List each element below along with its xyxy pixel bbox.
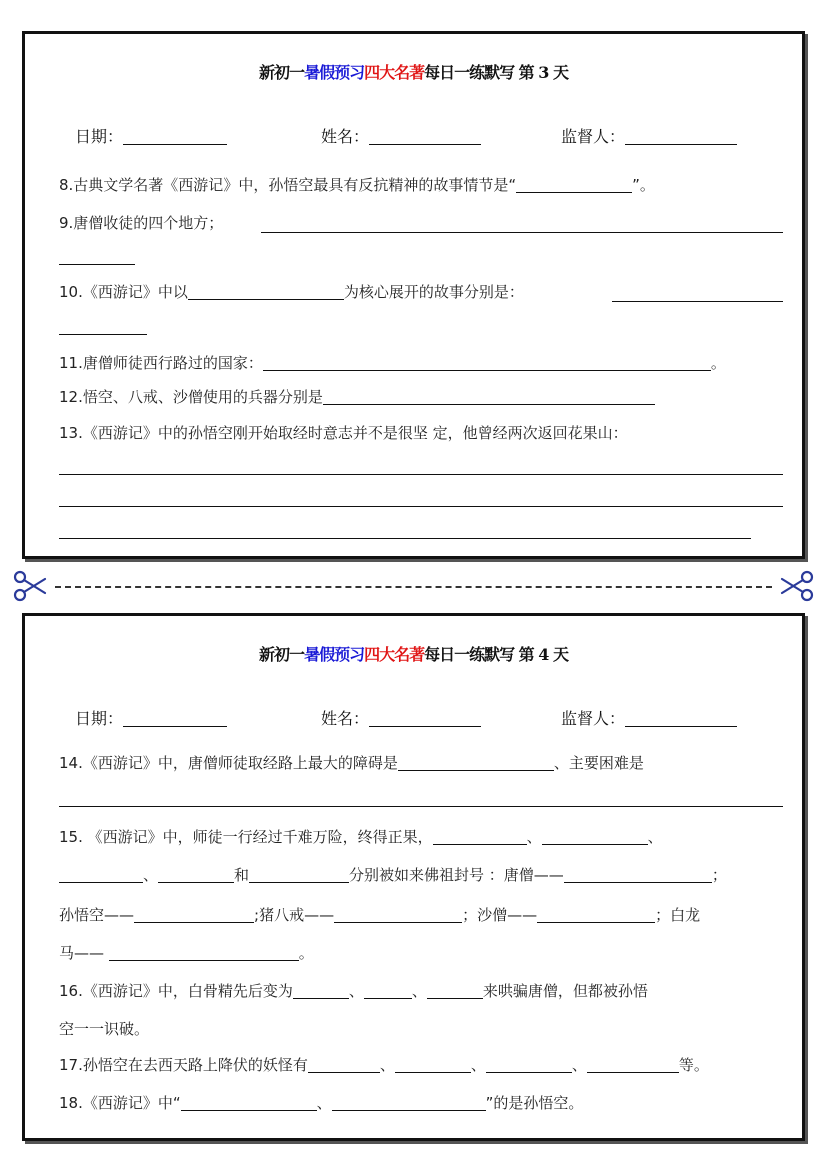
question-text: 。 [710, 354, 726, 372]
answer-blank[interactable] [249, 866, 349, 883]
question-text: 为核心展开的故事分别是： [343, 283, 524, 301]
answer-blank[interactable] [134, 906, 254, 923]
answer-line[interactable] [59, 806, 783, 807]
question-text: 11.唐僧师徒西行路过的国家： [59, 354, 263, 372]
answer-blank[interactable] [323, 388, 655, 405]
separator: 、 [470, 1056, 486, 1074]
title-highlight-blue: 暑假预习 [304, 63, 365, 82]
question-text: 。 [298, 944, 314, 962]
date-blank[interactable] [123, 710, 227, 727]
name-field [321, 124, 481, 147]
question-15 [59, 826, 663, 847]
answer-blank[interactable] [334, 906, 462, 923]
answer-blank[interactable] [158, 866, 234, 883]
separator: 、 [526, 828, 542, 846]
question-text: 马—— [59, 944, 105, 962]
question-text: 、主要困难是 [553, 754, 644, 772]
answer-blank[interactable] [59, 264, 135, 265]
answer-line[interactable] [59, 474, 783, 475]
cut-line [55, 586, 772, 588]
question-text: 13.《西游记》中的孙悟空刚开始取经时意志并不是很坚 定，他曾经两次返回花果山： [59, 424, 628, 442]
question-17 [59, 1054, 709, 1075]
question-text: ；沙僧—— [462, 906, 538, 924]
question-9 [59, 212, 223, 233]
answer-blank[interactable] [486, 1056, 572, 1073]
answer-blank[interactable] [181, 1094, 317, 1111]
separator: 、 [379, 1056, 395, 1074]
question-10 [59, 281, 524, 302]
question-15-cont [59, 864, 727, 885]
question-text: 8.古典文学名著《西游记》中，孙悟空最具有反抗精神的故事情节是“ [59, 176, 517, 194]
question-text: 15. 《西游记》中，师徒一行经过千难万险，终得正果， [59, 828, 433, 846]
name-field [321, 706, 481, 729]
supervisor-field [561, 124, 737, 147]
question-text: 16.《西游记》中，白骨精先后变为 [59, 982, 293, 1000]
answer-blank[interactable] [109, 944, 299, 961]
separator: 、 [143, 866, 159, 884]
answer-blank[interactable] [398, 754, 554, 771]
scissors-icon [12, 568, 48, 604]
answer-blank[interactable] [293, 982, 349, 999]
question-text: ”的是孙悟空。 [485, 1094, 584, 1112]
question-18 [59, 1092, 583, 1113]
title-part: 新初一 [259, 645, 305, 664]
title-part: 每日一练默写 第 4 天 [424, 645, 568, 664]
date-label: 日期： [75, 127, 124, 146]
question-14 [59, 752, 644, 773]
question-15-cont [59, 942, 314, 963]
name-label: 姓名： [321, 709, 370, 728]
question-text: ;猪八戒—— [254, 906, 335, 924]
question-text: 分别被如来佛祖封号 ：唐僧—— [349, 866, 564, 884]
separator: 、 [647, 828, 663, 846]
supervisor-label: 监督人： [561, 127, 626, 146]
answer-blank[interactable] [587, 1056, 679, 1073]
question-11 [59, 352, 726, 373]
separator: 、 [411, 982, 427, 1000]
question-12 [59, 386, 655, 407]
question-text: 17.孙悟空在去西天路上降伏的妖怪有 [59, 1056, 308, 1074]
question-text: 空一一识破。 [59, 1020, 150, 1038]
question-text: 9.唐僧收徒的四个地方； [59, 214, 224, 232]
date-field [75, 124, 227, 147]
answer-blank[interactable] [188, 283, 344, 300]
question-8 [59, 174, 655, 195]
answer-blank[interactable] [364, 982, 412, 999]
title-highlight-red: 四大名著 [364, 645, 425, 664]
answer-blank[interactable] [395, 1056, 471, 1073]
worksheet-day-4 [22, 613, 805, 1141]
question-text: 10.《西游记》中以 [59, 283, 188, 301]
answer-blank[interactable] [261, 232, 783, 233]
answer-blank[interactable] [516, 176, 632, 193]
answer-line[interactable] [59, 506, 783, 507]
question-text: 14.《西游记》中，唐僧师徒取经路上最大的障碍是 [59, 754, 398, 772]
question-text: ；白龙 [655, 906, 701, 924]
name-blank[interactable] [369, 710, 481, 727]
supervisor-label: 监督人： [561, 709, 626, 728]
date-field [75, 706, 227, 729]
answer-blank[interactable] [263, 354, 711, 371]
title-part: 每日一练默写 第 3 天 [424, 63, 568, 82]
answer-blank[interactable] [332, 1094, 486, 1111]
separator: ； [711, 866, 727, 884]
question-16 [59, 980, 648, 1001]
answer-blank[interactable] [433, 828, 527, 845]
answer-blank[interactable] [427, 982, 483, 999]
answer-line[interactable] [59, 538, 751, 539]
question-text: 来哄骗唐僧，但都被孙悟 [482, 982, 648, 1000]
separator: 、 [348, 982, 364, 1000]
question-16-cont [59, 1018, 149, 1039]
answer-blank[interactable] [612, 301, 783, 302]
supervisor-field [561, 706, 737, 729]
answer-blank[interactable] [564, 866, 712, 883]
title-highlight-blue: 暑假预习 [304, 645, 365, 664]
question-text: 和 [234, 866, 250, 884]
question-text: ”。 [632, 176, 655, 194]
question-text: 18.《西游记》中“ [59, 1094, 181, 1112]
name-blank[interactable] [369, 128, 481, 145]
answer-blank[interactable] [537, 906, 655, 923]
page-title [25, 60, 802, 83]
supervisor-blank[interactable] [625, 128, 737, 145]
question-text: 孙悟空—— [59, 906, 135, 924]
page-title [25, 642, 802, 665]
date-label: 日期： [75, 709, 124, 728]
question-text: 12.悟空、八戒、沙僧使用的兵器分别是 [59, 388, 323, 406]
supervisor-blank[interactable] [625, 710, 737, 727]
separator: 、 [316, 1094, 332, 1112]
answer-blank[interactable] [59, 334, 147, 335]
scissors-icon [779, 568, 815, 604]
answer-blank[interactable] [542, 828, 648, 845]
question-15-cont [59, 904, 700, 925]
answer-blank[interactable] [59, 866, 143, 883]
worksheet-day-3 [22, 31, 805, 559]
question-13 [59, 422, 628, 443]
name-label: 姓名： [321, 127, 370, 146]
separator: 、 [571, 1056, 587, 1074]
answer-blank[interactable] [308, 1056, 380, 1073]
date-blank[interactable] [123, 128, 227, 145]
question-text: 等。 [678, 1056, 709, 1074]
title-highlight-red: 四大名著 [364, 63, 425, 82]
title-part: 新初一 [259, 63, 305, 82]
